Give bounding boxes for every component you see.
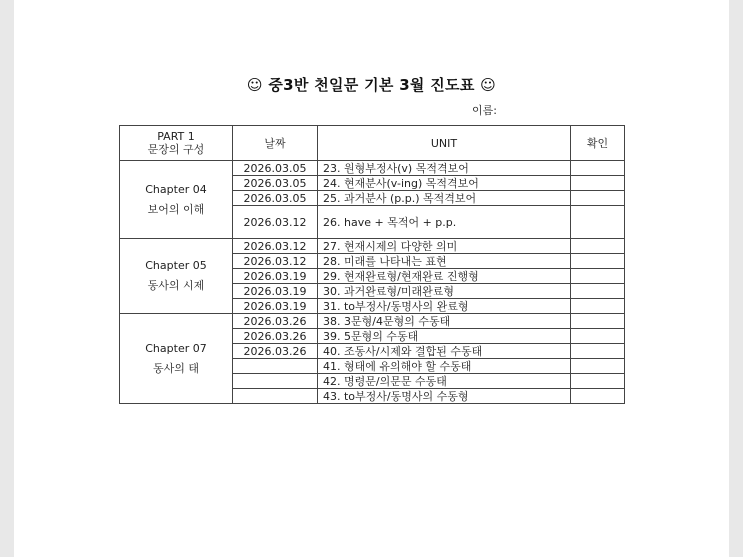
unit-cell: 29. 현재완료형/현재완료 진행형 [318,269,571,284]
check-cell[interactable] [571,206,625,239]
table-header-row [120,126,625,161]
date-cell: 2026.03.12 [233,239,318,254]
date-cell: 2026.03.05 [233,191,318,206]
chapter-title: Chapter 07 [145,341,207,355]
check-cell[interactable] [571,254,625,269]
chapter-cell [120,239,233,314]
header-date: 날짜 [233,126,318,161]
name-label: 이름: [472,104,497,117]
unit-cell: 40. 조동사/시제와 결합된 수동태 [318,344,571,359]
chapter-subtitle: 동사의 시제 [147,279,205,292]
check-cell[interactable] [571,329,625,344]
unit-cell: 26. have + 목적어 + p.p. [318,206,571,239]
date-cell [233,359,318,374]
header-unit: UNIT [318,126,571,161]
chapter-title: Chapter 05 [145,259,207,272]
check-cell[interactable] [571,269,625,284]
check-cell[interactable] [571,191,625,206]
check-cell[interactable] [571,176,625,191]
date-cell [233,374,318,389]
unit-cell: 31. to부정사/동명사의 완료형 [318,299,571,314]
date-cell: 2026.03.26 [233,329,318,344]
chapter-cell [120,314,233,404]
unit-cell: 25. 과거분사 (p.p.) 목적격보어 [318,191,571,206]
chapter-cell [120,161,233,239]
date-cell: 2026.03.12 [233,206,318,239]
unit-cell: 24. 현재분사(v-ing) 목적격보어 [318,176,571,191]
date-cell: 2026.03.05 [233,161,318,176]
unit-cell: 30. 과거완료형/미래완료형 [318,284,571,299]
date-cell: 2026.03.12 [233,254,318,269]
date-cell: 2026.03.19 [233,269,318,284]
header-part [120,126,233,161]
chapter-subtitle: 동사의 태 [152,361,199,375]
chapter-title: Chapter 04 [145,182,207,196]
check-cell[interactable] [571,389,625,404]
check-cell[interactable] [571,239,625,254]
unit-cell: 42. 명령문/의문문 수동태 [318,374,571,389]
document-title: ☺ 중3반 천일문 기본 3월 진도표 ☺ [246,76,497,94]
document-page [14,0,729,557]
check-cell[interactable] [571,359,625,374]
check-cell[interactable] [571,161,625,176]
date-cell: 2026.03.05 [233,176,318,191]
date-cell: 2026.03.26 [233,344,318,359]
unit-cell: 23. 원형부정사(v) 목적격보어 [318,161,571,176]
check-cell[interactable] [571,284,625,299]
date-cell: 2026.03.26 [233,314,318,329]
table-row [120,161,625,176]
table-row [120,314,625,329]
check-cell[interactable] [571,344,625,359]
header-check: 확인 [571,126,625,161]
header-part-line2: 문장의 구성 [147,143,205,156]
check-cell[interactable] [571,374,625,389]
header-part-line1: PART 1 [157,130,195,143]
check-cell[interactable] [571,314,625,329]
date-cell [233,389,318,404]
unit-cell: 43. to부정사/동명사의 수동형 [318,389,571,404]
table-row [120,239,625,254]
unit-cell: 38. 3문형/4문형의 수동태 [318,314,571,329]
unit-cell: 27. 현재시제의 다양한 의미 [318,239,571,254]
unit-cell: 39. 5문형의 수동태 [318,329,571,344]
unit-cell: 41. 형태에 유의해야 할 수동태 [318,359,571,374]
schedule-table [119,125,625,404]
date-cell: 2026.03.19 [233,284,318,299]
unit-cell: 28. 미래를 나타내는 표현 [318,254,571,269]
chapter-subtitle: 보어의 이해 [147,202,205,216]
check-cell[interactable] [571,299,625,314]
date-cell: 2026.03.19 [233,299,318,314]
